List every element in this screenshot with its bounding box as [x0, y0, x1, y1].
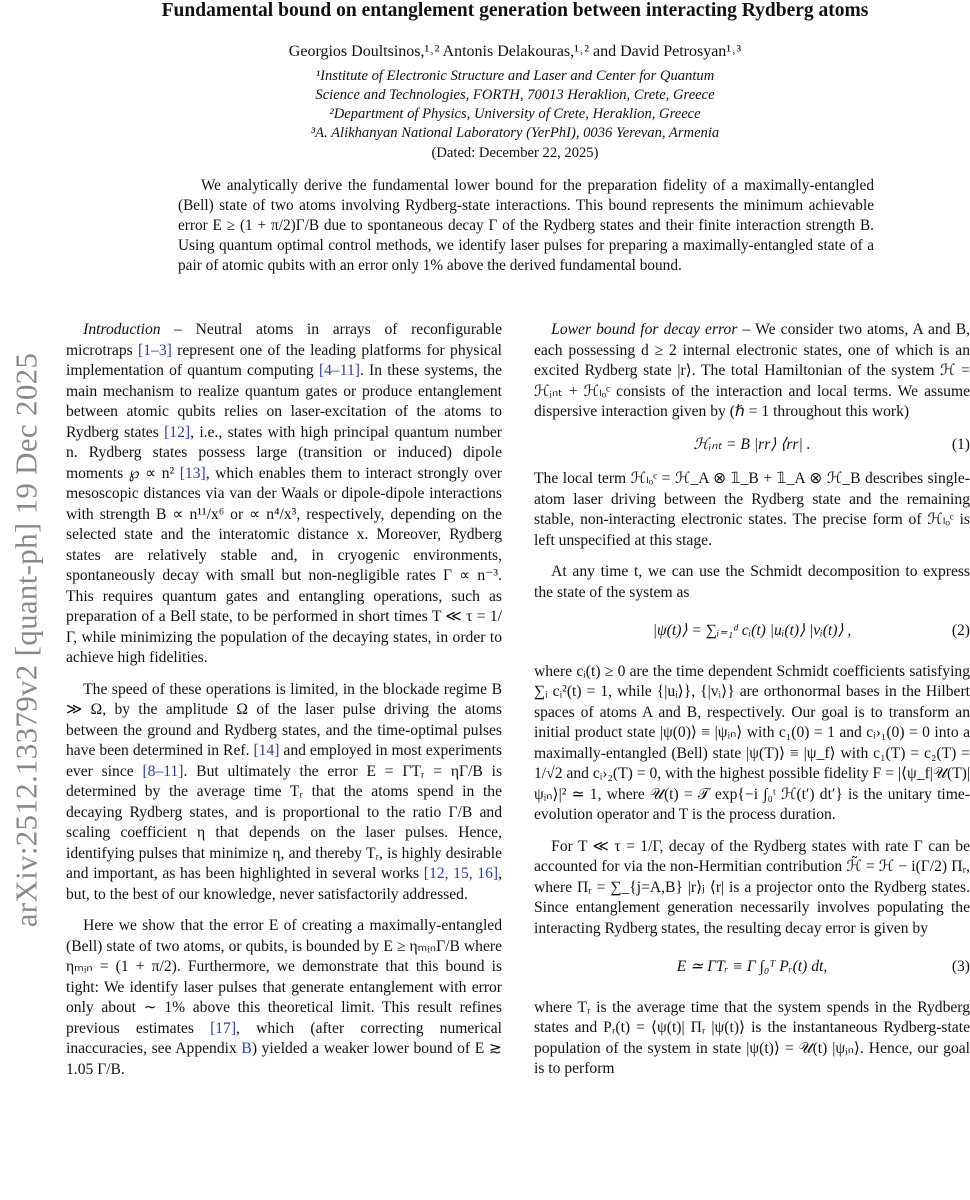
citation-link[interactable]: [12] — [164, 423, 191, 441]
equation-2-number: (2) — [951, 622, 970, 639]
section-heading-introduction: Introduction – — [83, 321, 182, 338]
paper-title: Fundamental bound on entanglement generation between interacting Rydberg atoms — [161, 0, 869, 21]
lower-bound-paragraph-3: At any time t, we can use the Schmidt decomposition to express the state of the system as — [534, 563, 970, 601]
right-column — [534, 320, 970, 1200]
lower-bound-paragraph-4: where cᵢ(t) ≥ 0 are the time dependent Schmidt coefficients satisfying ∑ᵢ cᵢ²(t) = 1, while {|uᵢ⟩}, {|vᵢ⟩} are orthonormal bases in the Hilbert spaces of atoms A and B, respectively. Our goal is to transform an initial product state |ψ(0)⟩ ≡ |ψᵢₙ⟩ with c₁(0) = 1 and cᵢ›₁(0) = 0 into a maximally-entangled (Bell) state |ψ(T)⟩ ≡ |ψ_f⟩ with c₁(T) = c₂(T) = 1/√2 and cᵢ›₂(T) = 0, with the highest possible fidelity F = |⟨ψ_f|𝒰(T)|ψᵢₙ⟩|² ≃ 1, where 𝒰(t) = 𝒯 exp{−i ∫₀ᵗ ℋ(t′) dt′} is the unitary time-evolution operator and T is the process duration. — [534, 662, 970, 823]
affiliation-line-3: ²Department of Physics, University of Crete, Heraklion, Greece — [329, 106, 701, 122]
left-column — [66, 320, 502, 1200]
equation-3-body: E ≃ ΓTᵣ ≡ Γ ∫₀ᵀ Pᵣ(t) dt, — [676, 958, 828, 975]
section-heading-lower-bound: Lower bound for decay error – — [551, 321, 751, 338]
affiliation-line-2: Science and Technologies, FORTH, 70013 Heraklion, Crete, Greece — [315, 87, 715, 103]
arxiv-identifier-text: arXiv:2512.13379v2 [quant-ph] 19 Dec 2025 — [8, 352, 43, 928]
citation-link[interactable]: [12, 15, 16] — [423, 865, 499, 882]
affiliation-line-4: ³A. Alikhanyan National Laboratory (YerPhI), 0036 Yerevan, Armenia — [310, 125, 720, 141]
abstract: We analytically derive the fundamental lower bound for the preparation fidelity of a maximally-entangled (Bell) state of two atoms involving Rydberg-state interactions. This bound represents the minimum achievable error E ≥ (1 + π/2)Γ/B due to spontaneous decay Γ of the Rydberg states and their finite interaction strength B. Using quantum optimal control methods, we identify laser pulses for preparing a maximally-entangled state of a pair of atomic qubits with an error only 1% above the derived fundamental bound. — [178, 177, 874, 274]
author-list: Georgios Doultsinos,¹˒² Antonis Delakouras,¹˒² and David Petrosyan¹˒³ — [288, 43, 742, 60]
intro-paragraph-3: Here we show that the error E of creating a maximally-entangled (Bell) state of two atoms, or qubits, is bounded by E ≥ ηₘᵢₙΓ/B where ηₘᵢₙ = (1 + π/2). Furthermore, we demonstrate that this bound is tight: We identify laser pulses that generate entanglement with error only about ∼ 1% above this theoretical limit. This result refines previous estimates [17], which (after correcting numerical inaccuracies, see Appendix B) yielded a weaker lower bound of E ≳ 1.05 Γ/B. — [66, 917, 502, 1078]
citation-link[interactable]: [13] — [179, 464, 206, 482]
equation-1-number: (1) — [951, 435, 970, 453]
lower-bound-paragraph-2: The local term ℋₗₒᶜ = ℋ_A ⊗ 𝟙_B + 𝟙_A ⊗ ℋ_B describes single-atom laser driving between the Rydberg state and the remaining stable, non-interacting electronic states. The precise form of ℋₗₒᶜ is left unspecified at this stage. — [534, 470, 970, 549]
equation-2 — [534, 621, 970, 642]
citation-link[interactable]: [4–11] — [318, 362, 360, 379]
dated-line: (Dated: December 22, 2025) — [431, 145, 599, 161]
lower-bound-paragraph-6: where Tᵣ is the average time that the system spends in the Rydberg states and Pᵣ(t) = ⟨ψ(t)| Πᵣ |ψ(t)⟩ is the instantaneous Rydberg-state population of the system in state |ψ(t)⟩ = 𝒰(t) |ψᵢₙ⟩. Hence, our goal is to perform — [534, 998, 970, 1077]
equation-1-body: ℋᵢₙₜ = B |rr⟩ ⟨rr| . — [693, 435, 811, 453]
equation-2-body: |ψ(t)⟩ = ∑ᵢ₌₁ᵈ cᵢ(t) |uᵢ(t)⟩ |vᵢ(t)⟩ , — [652, 622, 852, 639]
citation-link[interactable]: [14] — [253, 742, 280, 759]
appendix-link[interactable]: B — [241, 1040, 252, 1057]
citation-link[interactable]: [8–11] — [142, 762, 184, 780]
equation-3-number: (3) — [951, 958, 970, 975]
equation-3 — [534, 957, 970, 978]
equation-1 — [534, 435, 970, 456]
arxiv-identifier-stamp — [0, 270, 52, 1010]
citation-link[interactable]: [17] — [210, 1019, 237, 1037]
citation-link[interactable]: [1–3] — [138, 341, 172, 359]
lower-bound-paragraph-1: Lower bound for decay error – We consider two atoms, A and B, each possessing d ≥ 2 internal electronic states, one of which is an excited Rydberg state |r⟩. The total Hamiltonian of the system ℋ = ℋᵢₙₜ + ℋₗₒᶜ consists of the interaction and local terms. We assume dispersive interaction given by (ℏ = 1 throughout this work) — [534, 321, 970, 420]
affiliation-line-1: ¹Institute of Electronic Structure and Laser and Center for Quantum — [315, 68, 715, 84]
lower-bound-paragraph-5: For T ≪ τ = 1/Γ, decay of the Rydberg states with rate Γ can be accounted for via the non-Hermitian contribution ℋ̃ = ℋ − i(Γ/2) Πᵣ, where Πᵣ = ∑_{j=A,B} |r⟩ⱼ ⟨r| is a projector onto the Rydberg states. Since entanglement generation necessarily involves populating the interacting Rydberg states, the resulting decay error is given by — [534, 837, 970, 937]
intro-paragraph-1: Introduction – Neutral atoms in arrays of reconfigurable microtraps [1–3] represent one of the leading platforms for physical implementation of quantum computing [4–11]. In these systems, the main mechanism to realize quantum gates or produce entanglement between atomic qubits relies on laser-excitation of the atoms to Rydberg states [12], i.e., states with high principal quantum number n. Rydberg states possess large (transition or induced) dipole moments ℘ ∝ n² [13], which enables them to interact strongly over mesoscopic distances via van der Waals or dipole-dipole interactions with strength B ∝ n¹¹/x⁶ or ∝ n⁴/x³, respectively, depending on the selected state and the interatomic distance x. Moreover, Rydberg states are relatively stable and, in cryogenic environments, spontaneously decay with small but non-negligible rates Γ ∝ n⁻³. This requires quantum gates and entangling operations, such as preparation of a Bell state, to be performed in short times T ≪ τ = 1/Γ, while minimizing the population of the decaying states, in order to achieve high fidelities. — [66, 321, 502, 666]
intro-paragraph-2: The speed of these operations is limited, in the blockade regime B ≫ Ω, by the amplitude Ω of the laser pulse driving the atoms between the ground and Rydberg states, and the time-optimal pulses have been determined in Ref. [14] and employed in most experiments ever since [8–11]. But ultimately the error E = ΓTᵣ = ηΓ/B is determined by the average time Tᵣ that the atoms spend in the decaying Rydberg states, and is proportional to the ratio Γ/B and scaling coefficient η that depends on the laser pulses. Hence, identifying pulses that minimize η, and thereby Tᵣ, is highly desirable and important, as has been highlighted in several works [12, 15, 16], but, to the best of our knowledge, never satisfactorily addressed. — [66, 680, 502, 903]
